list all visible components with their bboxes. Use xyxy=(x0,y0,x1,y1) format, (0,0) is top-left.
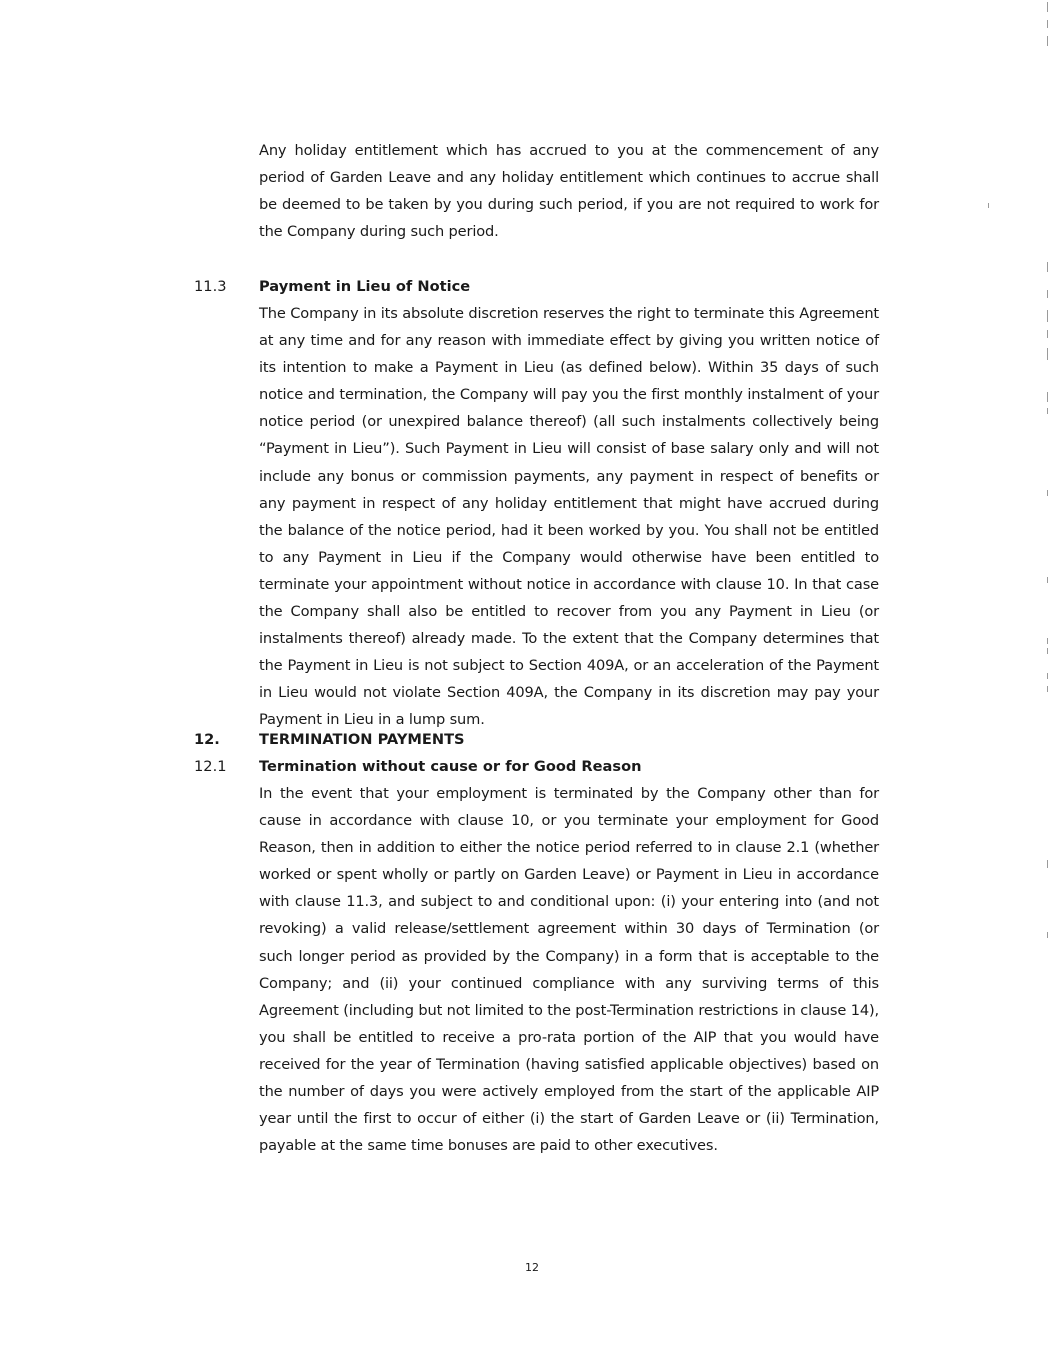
scan-artifact xyxy=(1047,408,1048,414)
section-11-3-title: Payment in Lieu of Notice xyxy=(259,278,471,295)
scan-artifact xyxy=(1047,490,1048,496)
scan-artifact xyxy=(1047,686,1048,692)
scan-artifact xyxy=(1047,330,1048,338)
section-12-1-number: 12.1 xyxy=(194,758,227,775)
scan-artifact xyxy=(1047,638,1048,644)
scan-artifact xyxy=(1047,673,1048,679)
section-12-number: 12. xyxy=(194,731,220,748)
scan-artifact xyxy=(1047,648,1048,654)
section-12-title: TERMINATION PAYMENTS xyxy=(259,731,465,748)
scan-artifact xyxy=(988,203,989,208)
scan-artifact xyxy=(1047,2,1048,12)
scan-artifact xyxy=(1047,262,1048,272)
section-11-3-body: The Company in its absolute discretion reserves the right to terminate this Agreement at any time and for any reason with immediate effect by giving you written notice of its intention to make a Payment in Lieu (as defined below). Within 35 days of such notice and termination, the Company will pay you the first monthly instalment of your notice period (or unexpired balance thereof) (all such instalments collectively being “Payment in Lieu”). Such Payment in Lieu will consist of base salary only and will not include any bonus or commission payments, any payment in respect of benefits or any payment in respect of any holiday entitlement that might have accrued during the balance of the notice period, had it been worked by you. You shall not be entitled to any Payment in Lieu if the Company would otherwise have been entitled to terminate your appointment without notice in accordance with clause 10. In that case the Company shall also be entitled to recover from you any Payment in Lieu (or instalments thereof) already made. To the extent that the Company determines that the Payment in Lieu is not subject to Section 409A, or an acceleration of the Payment in Lieu would not violate Section 409A, the Company in its discretion may pay your Payment in Lieu in a lump sum. xyxy=(259,305,879,729)
holiday-entitlement-paragraph: Any holiday entitlement which has accrued to you at the commencement of any period of Garden Leave and any holiday entitlement which continues to accrue shall be deemed to be taken by you during such period, if you are not required to work for the Company during such period. xyxy=(259,142,879,241)
scan-artifact xyxy=(1047,36,1048,46)
scan-artifact xyxy=(1047,310,1048,322)
scan-artifact xyxy=(1047,860,1048,868)
scan-artifact xyxy=(1047,392,1048,402)
page-number: 12 xyxy=(525,1261,539,1274)
scan-artifact xyxy=(1047,932,1048,938)
section-11-3-number: 11.3 xyxy=(194,278,227,295)
section-12-1-title: Termination without cause or for Good Reason xyxy=(259,758,642,775)
scan-artifact xyxy=(1047,20,1048,28)
scan-artifact xyxy=(1047,577,1048,583)
section-12-1-body: In the event that your employment is terminated by the Company other than for cause in accordance with clause 10, or you terminate your employment for Good Reason, then in addition to either the notice period referred to in clause 2.1 (whether worked or spent wholly or partly on Garden Leave) or Payment in Lieu in accordance with clause 11.3, and subject to and conditional upon: (i) your entering into (and not revoking) a valid release/settlement agreement within 30 days of Termination (or such longer period as provided by the Company) in a form that is acceptable to the Company; and (ii) your continued compliance with any surviving terms of this Agreement (including but not limited to the post-Termination restrictions in clause 14), you shall be entitled to receive a pro-rata portion of the AIP that you would have received for the year of Termination (having satisfied applicable objectives) based on the number of days you were actively employed from the start of the applicable AIP year until the first to occur of either (i) the start of Garden Leave or (ii) Termination, payable at the same time bonuses are paid to other executives. xyxy=(259,785,879,1155)
scan-artifact xyxy=(1047,348,1048,360)
scan-artifact xyxy=(1047,290,1048,298)
